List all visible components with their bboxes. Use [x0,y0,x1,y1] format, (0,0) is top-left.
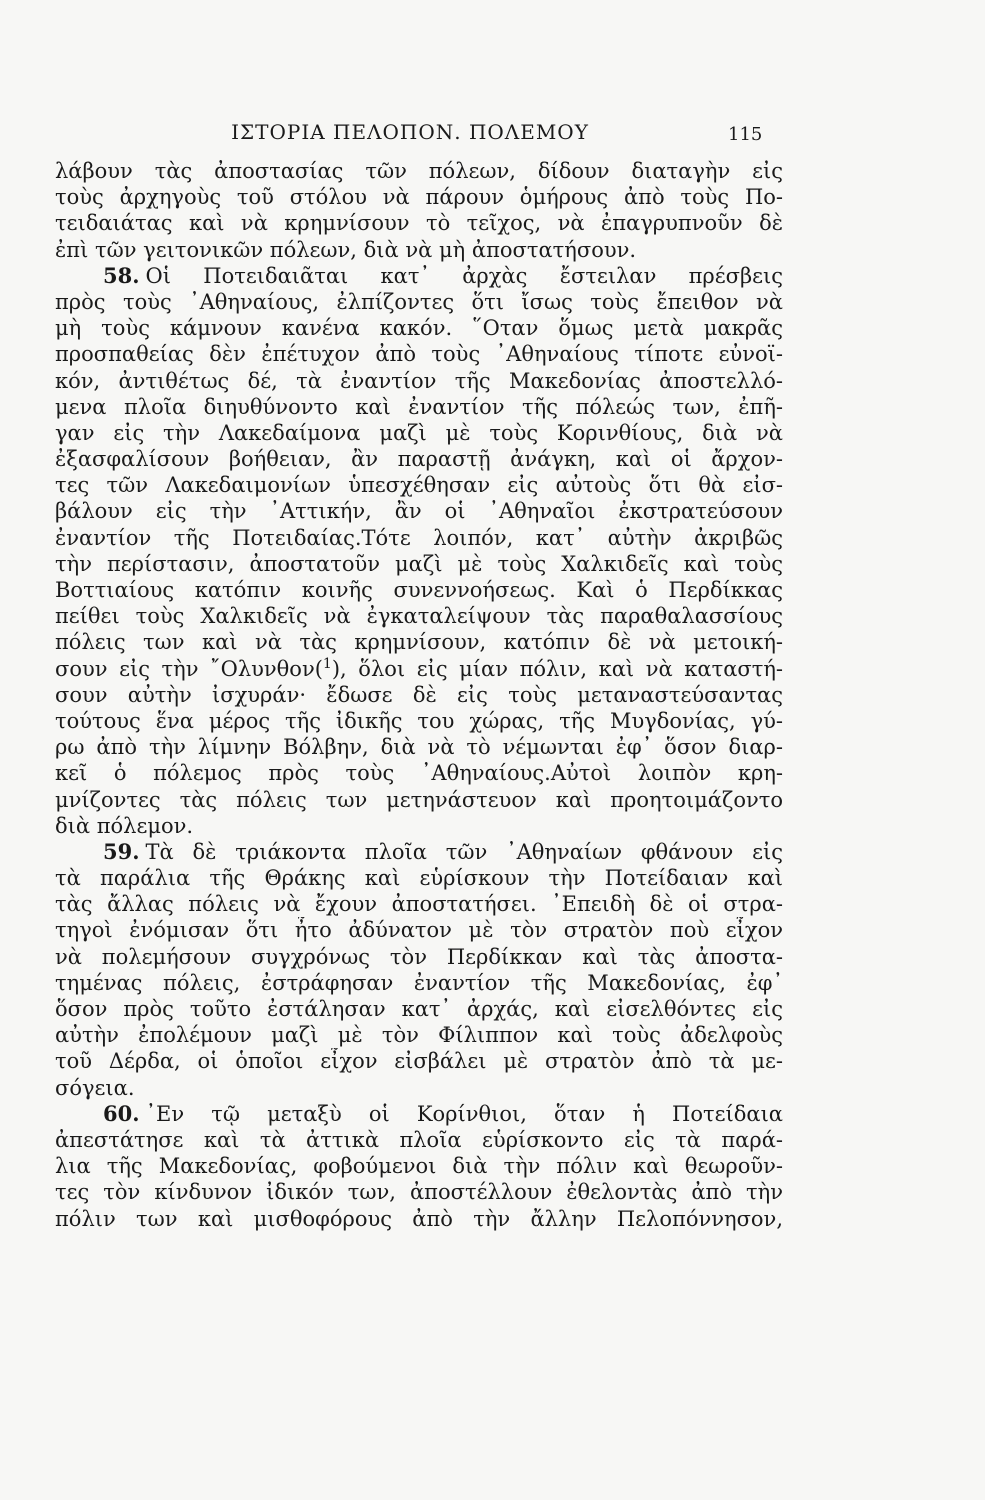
text-line [55,472,783,498]
text-line [55,891,783,917]
line-text: ἐναντίον τῆς Ποτειδαίας.Τότε λοιπόν, κατ᾿ αὐτὴν ἀκριβῶς [55,525,783,550]
text-line [55,839,783,865]
text-line [55,708,783,734]
text-line [55,1153,783,1179]
footnote-reference: 1 [322,655,332,672]
text-line [55,970,783,996]
text-line [55,682,783,708]
text-line [55,1127,783,1153]
text-line [55,1206,783,1232]
line-text: γαν εἰς τὴν Λακεδαίμονα μαζὶ μὲ τοὺς Κορινθίους, διὰ νὰ [55,420,783,445]
line-text: Τὰ δὲ τριάκοντα πλοῖα τῶν ᾿Αθηναίων φθάνουν εἰς [145,839,783,864]
text-line [55,629,783,655]
line-text: λάβουν τὰς ἀποστασίας τῶν πόλεων, δίδουν διαταγὴν εἰς [55,159,783,183]
section-number: 60. [103,1100,140,1126]
text-line [55,865,783,891]
page-title: ΙΣΤΟΡΙΑ ΠΕΛΟΠΟΝ. ΠΟΛΕΜΟΥ [231,120,589,144]
line-text-continued: ), ὅλοι εἰς μίαν πόλιν, καὶ νὰ καταστή- [331,656,783,681]
text-line [55,368,783,394]
page-number: 115 [728,124,763,145]
line-text: κόν, ἀντιθέτως δέ, τὰ ἐναντίον τῆς Μακεδονίας ἀποστελλό- [55,368,783,393]
line-text: τὴν περίστασιν, ἀποστατοῦν μαζὶ μὲ τοὺς Χαλκιδεῖς καὶ τοὺς [55,551,783,576]
text-line [55,341,783,367]
line-text: τὰς ἄλλας πόλεις νὰ ἔχουν ἀποστατήσει. ᾿Επειδὴ δὲ οἱ στρα- [55,892,783,917]
line-text: ὅσον πρὸς τοῦτο ἐστάλησαν κατ᾿ ἀρχάς, καὶ εἰσελθόντες εἰς [55,997,783,1021]
text-line [55,551,783,577]
line-text: τὰ παράλια τῆς Θράκης καὶ εὑρίσκουν τὴν Ποτείδαιαν καὶ [55,866,783,891]
line-text: μὴ τοὺς κάμνουν κανένα κακόν. ῞Οταν ὅμως μετὰ μακρᾶς [55,316,783,341]
line-text: ἀπεστάτησε καὶ τὰ ἀττικὰ πλοῖα εὑρίσκοντο εἰς τὰ παρά- [55,1127,783,1152]
line-text: τούτους ἕνα μέρος τῆς ἰδικῆς του χώρας, τῆς Μυγδονίας, γύ- [55,708,783,733]
text-line [55,210,783,236]
line-text: μνίζοντες τὰς πόλεις των μετηνάστευον καὶ προητοιμάζοντο [55,787,783,812]
line-text: ρω ἀπὸ τὴν λίμνην Βόλβην, διὰ νὰ τὸ νέμωνται ἐφ᾿ ὅσον διαρ- [55,735,783,760]
line-text: αὐτὴν ἐπολέμουν μαζὶ μὲ τὸν Φίλιππον καὶ τοὺς ἀδελφοὺς [55,1023,783,1048]
running-head [0,118,985,148]
line-text: πόλεις των καὶ νὰ τὰς κρημνίσουν, κατόπιν δὲ νὰ μετοική- [55,630,783,655]
text-line [55,1179,783,1205]
section-number: 59. [103,838,140,864]
line-text: τες τὸν κίνδυνον ἰδικόν των, ἀποστέλλουν ἐθελοντὰς ἀπὸ τὴν [55,1180,783,1205]
line-text: ἐπὶ τῶν γειτονικῶν πόλεων, διὰ νὰ μὴ ἀποστατήσουν. [55,237,637,262]
line-text: τηγοὶ ἐνόμισαν ὅτι ἦτο ἀδύνατον μὲ τὸν στρατὸν ποὺ εἶχον [55,918,783,943]
line-text: νὰ πολεμήσουν συγχρόνως τὸν Περδίκκαν καὶ τὰς ἀποστα- [55,944,783,969]
line-text: τειδαιάτας καὶ νὰ κρημνίσουν τὸ τεῖχος, νὰ ἐπαγρυπνοῦν δὲ [55,211,783,236]
text-line [55,525,783,551]
text-line [55,734,783,760]
text-line [55,813,783,839]
line-text: λια τῆς Μακεδονίας, φοβούμενοι διὰ τὴν πόλιν καὶ θεωροῦν- [55,1154,783,1179]
text-line [55,446,783,472]
text-line [55,1101,783,1127]
text-line [55,263,783,289]
text-line [55,158,783,184]
text-line [55,656,783,682]
line-text: βάλουν εἰς τὴν ᾿Αττικήν, ἂν οἱ ᾿Αθηναῖοι ἐκστρατεύσουν [55,499,783,524]
text-line [55,237,783,263]
text-line [55,289,783,315]
text-line [55,1048,783,1074]
text-line [55,1022,783,1048]
line-text: τες τῶν Λακεδαιμονίων ὑπεσχέθησαν εἰς αὐτοὺς ὅτι θὰ εἰσ- [55,473,783,498]
section-number: 58. [103,262,140,288]
text-line [55,996,783,1022]
line-text: πείθει τοὺς Χαλκιδεῖς νὰ ἐγκαταλείψουν τὰς παραθαλασσίους [55,604,783,629]
text-line [55,420,783,446]
line-text: Οἱ Ποτειδαιᾶται κατ᾿ ἀρχὰς ἔστειλαν πρέσβεις [145,263,783,288]
text-line [55,944,783,970]
line-text: σουν εἰς τὴν ῎Ολυνθον( [55,656,323,681]
line-text: σόγεια. [55,1075,135,1100]
body-text [55,158,783,1232]
text-line [55,917,783,943]
line-text: τοῦ Δέρδα, οἱ ὁποῖοι εἶχον εἰσβάλει μὲ στρατὸν ἀπὸ τὰ με- [55,1049,783,1074]
text-line [55,787,783,813]
line-text: τοὺς ἀρχηγοὺς τοῦ στόλου νὰ πάρουν ὁμήρους ἀπὸ τοὺς Πο- [55,185,783,210]
line-text: τημένας πόλεις, ἐστράφησαν ἐναντίον τῆς Μακεδονίας, ἐφ᾿ [55,970,783,995]
text-line [55,498,783,524]
text-line [55,760,783,786]
line-text: πρὸς τοὺς ᾿Αθηναίους, ἐλπίζοντες ὅτι ἴσως τοὺς ἔπειθον νὰ [55,289,783,314]
line-text: μενα πλοῖα διηυθύνοντο καὶ ἐναντίον τῆς πόλεώς των, ἐπῆ- [55,394,783,419]
line-text: ἐξασφαλίσουν βοήθειαν, ἂν παραστῇ ἀνάγκη, καὶ οἱ ἄρχον- [55,447,783,472]
text-line [55,394,783,420]
line-text: πόλιν των καὶ μισθοφόρους ἀπὸ τὴν ἄλλην Πελοπόννησον, [55,1206,783,1231]
line-text: διὰ πόλεμον. [55,813,194,838]
line-text: ᾿Εν τῷ μεταξὺ οἱ Κορίνθιοι, ὅταν ἡ Ποτείδαια [145,1101,783,1126]
line-text: κεῖ ὁ πόλεμος πρὸς τοὺς ᾿Αθηναίους.Αὐτοὶ λοιπὸν κρη- [55,761,783,786]
text-line [55,184,783,210]
line-text: σουν αὐτὴν ἰσχυράν· ἔδωσε δὲ εἰς τοὺς μεταναστεύσαντας [55,682,783,707]
line-text: προσπαθείας δὲν ἐπέτυχον ἀπὸ τοὺς ᾿Αθηναίους τίποτε εὐνοϊ- [55,342,783,367]
text-line [55,603,783,629]
text-line [55,315,783,341]
line-text: Βοττιαίους κατόπιν κοινῆς συνεννοήσεως. Καὶ ὁ Περδίκκας [55,578,783,602]
text-line [55,1075,783,1101]
text-line [55,577,783,603]
